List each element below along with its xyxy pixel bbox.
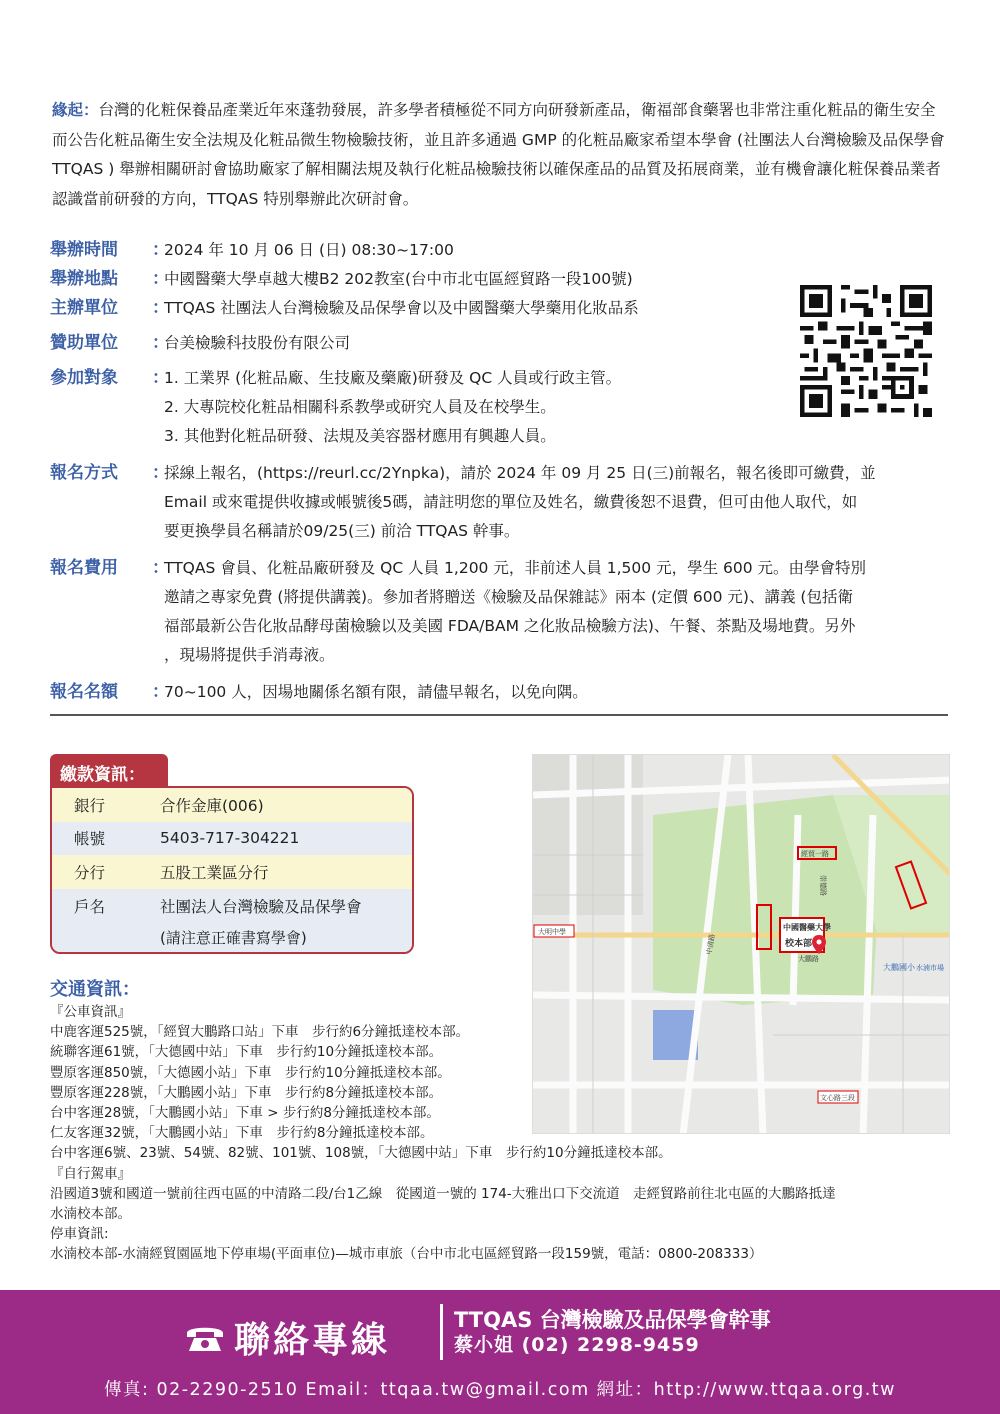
map-school-daming: 大明中學 — [538, 928, 566, 936]
info-audience-label: 參加對象 — [50, 368, 118, 388]
info-register: 報名方式 ： 採線上報名，(https://reurl.cc/2Ynpka)，請於 2024 年 09 月 25 日(三)前報名，報名後即可繳費，並 Email 或來電提供收據或帳號後5碼，請註明您的單位及姓名，繳費後恕不退費，但可由他人取代，如 要更換學員名稱請於09/25(三) 前洽 TTQAS 幹事。 — [50, 459, 950, 546]
payment-row — [52, 822, 412, 856]
map-school-dapeng: 大鵬國小 — [883, 963, 915, 972]
map-road-chongde: 崇德路 — [819, 875, 827, 896]
intro-text: 台灣的化粧保養品產業近年來蓬勃發展，許多學者積極從不同方向研發新產品，衛福部食藥署也非常注重化粧品的衛生安全而公告化粧品衛生安全法規及化粧品微生物檢驗技術，並且許多通過 GMP 的化粧品廠家希望本學會 (社團法人台灣檢驗及品保學會 TTQAS ) 舉辦相關研討會協助廠家了解相關法規及執行化粧品檢驗技術以確保產品的品質及拓展商業，並有機會讓化粧保養品業者認識當前研發的方向，TTQAS 特別舉辦此次研討會。 — [52, 101, 945, 208]
map-wenxin: 文心路三段 — [820, 1094, 855, 1102]
fee-line: ，現場將提供手消毒液。 — [164, 646, 335, 664]
traffic-line: 中鹿客運525號，「經貿大鵬路口站」下車 步行約6分鐘抵達校本部。 — [50, 1024, 470, 1041]
info-audience: 參加對象 ： 1. 工業界 (化粧品廠、生技廠及藥廠)研發及 QC 人員或行政主管。 2. 大專院校化粧品相關科系教學或研究人員及在校學生。 3. 其他對化粧品研發、法規及美容器材應用有興趣人員。 — [50, 364, 950, 451]
payment-value: 合作金庫(006) — [160, 796, 264, 815]
footer-separator — [440, 1304, 443, 1360]
info-place-value: 中國醫藥大學卓越大樓B2 202教室(台中市北屯區經貿路一段100號) — [164, 270, 633, 288]
footer-contact-line[interactable]: 傳真: 02-2290-2510 Email：ttqaa.tw@gmail.com 網址：http://www.ttqaa.org.tw — [104, 1380, 896, 1400]
payment-value: 社團法人台灣檢驗及品保學會 — [160, 897, 362, 916]
traffic-line: 統聯客運61號，「大德國中站」下車 步行約10分鐘抵達校本部。 — [50, 1044, 443, 1061]
traffic-line: 仁友客運32號，「大鵬國小站」下車 步行約8分鐘抵達校本部。 — [50, 1125, 434, 1142]
payment-row — [52, 855, 412, 889]
register-line: 要更換學員名稱請於09/25(三) 前洽 TTQAS 幹事。 — [164, 522, 520, 540]
map-campus-label2: 校本部 — [785, 939, 813, 949]
traffic-line: 沿國道3號和國道一號前往西屯區的中清路二段/台1乙線 從國道一號的 174-大雅出口下交流道 走經貿路前往北屯區的大鵬路抵達 — [50, 1185, 836, 1202]
info-fee: 報名費用 ： TTQAS 會員、化粧品廠研發及 QC 人員 1,200 元，非前述人員 1,500 元，學生 600 元。由學會特別 邀請之專家免費 (將提供講義)。參加者將贈送《檢驗及品保雜誌》兩本 (定價 600 元)、講義 (包括衛 福部最新公告化妝品酵母菌檢驗以及美國 FDA/BAM 之化妝品檢驗方法)、午餐、茶點及場地費。另外 ，現場將提供手消毒液。 — [50, 554, 950, 670]
footer-org: TTQAS 台灣檢驗及品保學會幹事 — [454, 1308, 771, 1332]
qr-code-icon[interactable] — [800, 285, 932, 417]
register-line: Email 或來電提供收據或帳號後5碼，請註明您的單位及姓名，繳費後恕不退費，但可由他人取代，如 — [164, 493, 858, 511]
traffic-line: 豐原客運850號，「大德國小站」下車 步行約10分鐘抵達校本部。 — [50, 1064, 451, 1081]
map-road-jingmao: 經貿一路 — [801, 850, 829, 858]
info-host: 主辦單位 ： TTQAS 社團法人台灣檢驗及品保學會以及中國醫藥大學藥用化妝品系 — [50, 294, 950, 323]
map-road-dapeng: 大鵬路 — [798, 955, 819, 963]
section-divider — [50, 714, 948, 716]
phone-icon — [184, 1323, 226, 1353]
traffic-title: 交通資訊： — [50, 979, 140, 1000]
info-place-label: 舉辦地點 — [50, 269, 118, 289]
footer-contact[interactable]: 蔡小姐 (02) 2298-9459 — [454, 1334, 700, 1356]
fee-line: 邀請之專家免費 (將提供講義)。參加者將贈送《檢驗及品保雜誌》兩本 (定價 600 元)、講義 (包括衛 — [164, 588, 853, 606]
info-sponsor: 贊助單位 ： 台美檢驗科技股份有限公司 — [50, 329, 950, 358]
map-water-market: 水湳市場 — [916, 964, 944, 972]
payment-row — [52, 788, 412, 822]
intro-paragraph — [52, 96, 950, 214]
payment-title: 繳款資訊： — [50, 754, 168, 788]
traffic-line: 台中客運28號，「大鵬國小站」下車 > 步行約8分鐘抵達校本部。 — [50, 1105, 440, 1122]
payment-value: 5403-717-304221 — [160, 829, 300, 848]
audience-item: 2. 大專院校化粧品相關科系教學或研究人員及在校學生。 — [164, 398, 556, 416]
audience-item: 3. 其他對化粧品研發、法規及美容器材應用有興趣人員。 — [164, 427, 556, 445]
info-quota: 報名名額 ： 70~100 人，因場地關係名額有限，請儘早報名，以免向隅。 — [50, 678, 950, 707]
info-time-label: 舉辦時間 — [50, 240, 118, 260]
traffic-line: 豐原客運228號，「大鵬國小站」下車 步行約8分鐘抵達校本部。 — [50, 1084, 443, 1101]
map-road-zhongqing: 中清路 — [705, 933, 717, 956]
payment-row — [52, 889, 412, 923]
traffic-line: 『公車資訊』 — [50, 1004, 131, 1020]
audience-item: 1. 工業界 (化粧品廠、生技廠及藥廠)研發及 QC 人員或行政主管。 — [164, 369, 622, 387]
payment-key: 銀行 — [74, 796, 106, 815]
intro-label: 緣起： — [52, 101, 99, 119]
traffic-line: 『自行駕車』 — [50, 1165, 131, 1182]
fee-line: TTQAS 會員、化粧品廠研發及 QC 人員 1,200 元，非前述人員 1,500 元，學生 600 元。由學會特別 — [164, 559, 867, 577]
traffic-line: 台中客運6號、23號、54號、82號、101號、108號，「大德國中站」下車 步行約10分鐘抵達校本部。 — [50, 1145, 672, 1162]
info-host-label: 主辦單位 — [50, 298, 118, 318]
map-campus-label: 中國醫藥大學 — [783, 923, 831, 932]
info-time-value: 2024 年 10 月 06 日 (日) 08:30~17:00 — [164, 241, 454, 259]
fee-line: 福部最新公告化妝品酵母菌檢驗以及美國 FDA/BAM 之化妝品檢驗方法)、午餐、茶點及場地費。另外 — [164, 617, 856, 635]
payment-key: 帳號 — [74, 830, 106, 849]
hotline-label: 聯絡專線 — [234, 1320, 391, 1361]
info-fee-label: 報名費用 — [50, 558, 118, 578]
info-register-label: 報名方式 — [50, 463, 118, 483]
info-host-value: TTQAS 社團法人台灣檢驗及品保學會以及中國醫藥大學藥用化妝品系 — [164, 299, 639, 317]
info-time: 舉辦時間 ： 2024 年 10 月 06 日 (日) 08:30~17:00 — [50, 236, 950, 265]
payment-box — [50, 786, 414, 954]
info-sponsor-value: 台美檢驗科技股份有限公司 — [164, 334, 351, 352]
payment-key: 戶名 — [74, 897, 106, 916]
payment-value: 五股工業區分行 — [160, 863, 269, 882]
register-line: 採線上報名，(https://reurl.cc/2Ynpka)，請於 2024 年 09 月 25 日(三)前報名，報名後即可繳費，並 — [164, 464, 876, 482]
footer — [0, 1290, 1000, 1414]
info-sponsor-label: 贊助單位 — [50, 333, 118, 353]
info-quota-label: 報名名額 — [50, 682, 118, 702]
traffic-line: 停車資訊: — [50, 1226, 109, 1243]
info-quota-value: 70~100 人，因場地關係名額有限，請儘早報名，以免向隅。 — [164, 683, 588, 701]
traffic-line: 水湳校本部-水湳經貿園區地下停車場(平面車位)—城市車旅（台中市北屯區經貿路一段159號，電話：0800-208333） — [50, 1246, 763, 1263]
payment-note: (請注意正確書寫學會) — [52, 922, 412, 954]
hotline-heading — [184, 1312, 390, 1363]
traffic-info — [50, 1002, 950, 1265]
payment-key: 分行 — [74, 863, 106, 882]
traffic-line: 水湳校本部。 — [50, 1206, 131, 1223]
info-place: 舉辦地點 ： 中國醫藥大學卓越大樓B2 202教室(台中市北屯區經貿路一段100號) — [50, 265, 950, 294]
